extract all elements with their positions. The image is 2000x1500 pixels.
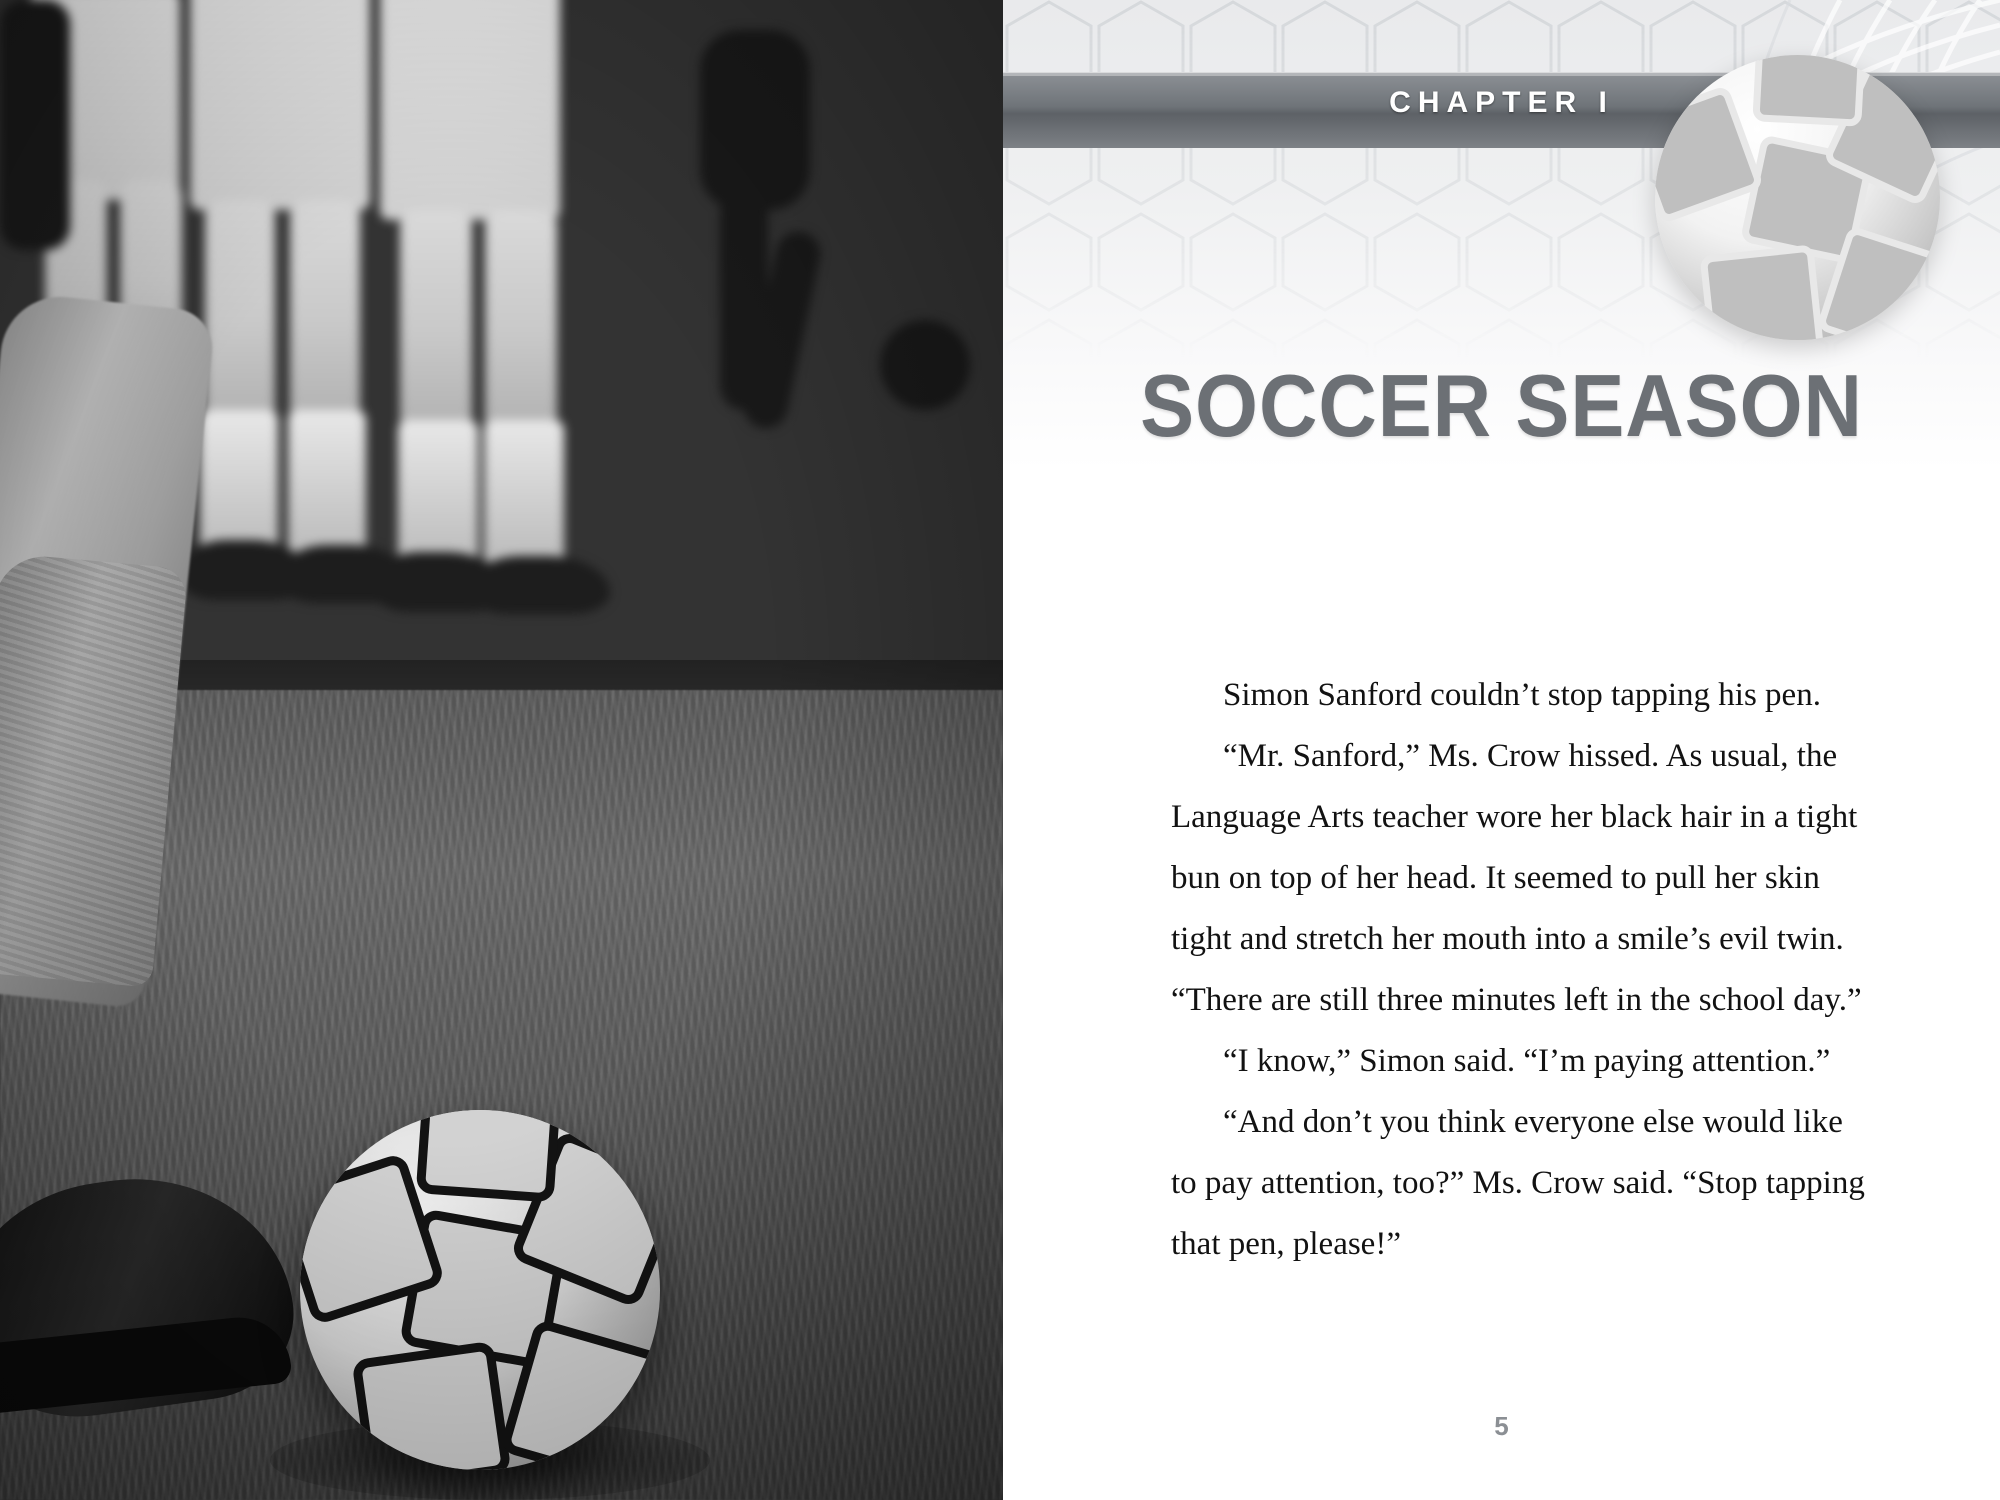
- soccer-ball-graphic: [1655, 55, 1940, 340]
- page-number: 5: [1494, 1411, 1509, 1441]
- chapter-body-text: [1171, 665, 1871, 1275]
- chapter-title: SOCCER SEASON: [1140, 356, 1863, 455]
- ball-panel: [1700, 244, 1825, 340]
- ball-panel: [1752, 55, 1866, 127]
- paragraph: “And don’t you think everyone else would like to pay attention, too?” Ms. Crow said. “Stop tapping that pen, please!”: [1171, 1104, 1865, 1262]
- right-page-text: [1003, 0, 2000, 1500]
- chapter-label: CHAPTER I: [1389, 86, 1614, 119]
- paragraph: “Mr. Sanford,” Ms. Crow hissed. As usual, the Language Arts teacher wore her black hair in a tight bun on top of her head. It seemed to pull her skin tight and stretch her mouth into a smile’s evil twin. “There are still three minutes left in the school day.”: [1171, 738, 1862, 1018]
- paragraph: Simon Sanford couldn’t stop tapping his pen.: [1223, 677, 1821, 713]
- paragraph: “I know,” Simon said. “I’m paying attention.”: [1223, 1043, 1831, 1079]
